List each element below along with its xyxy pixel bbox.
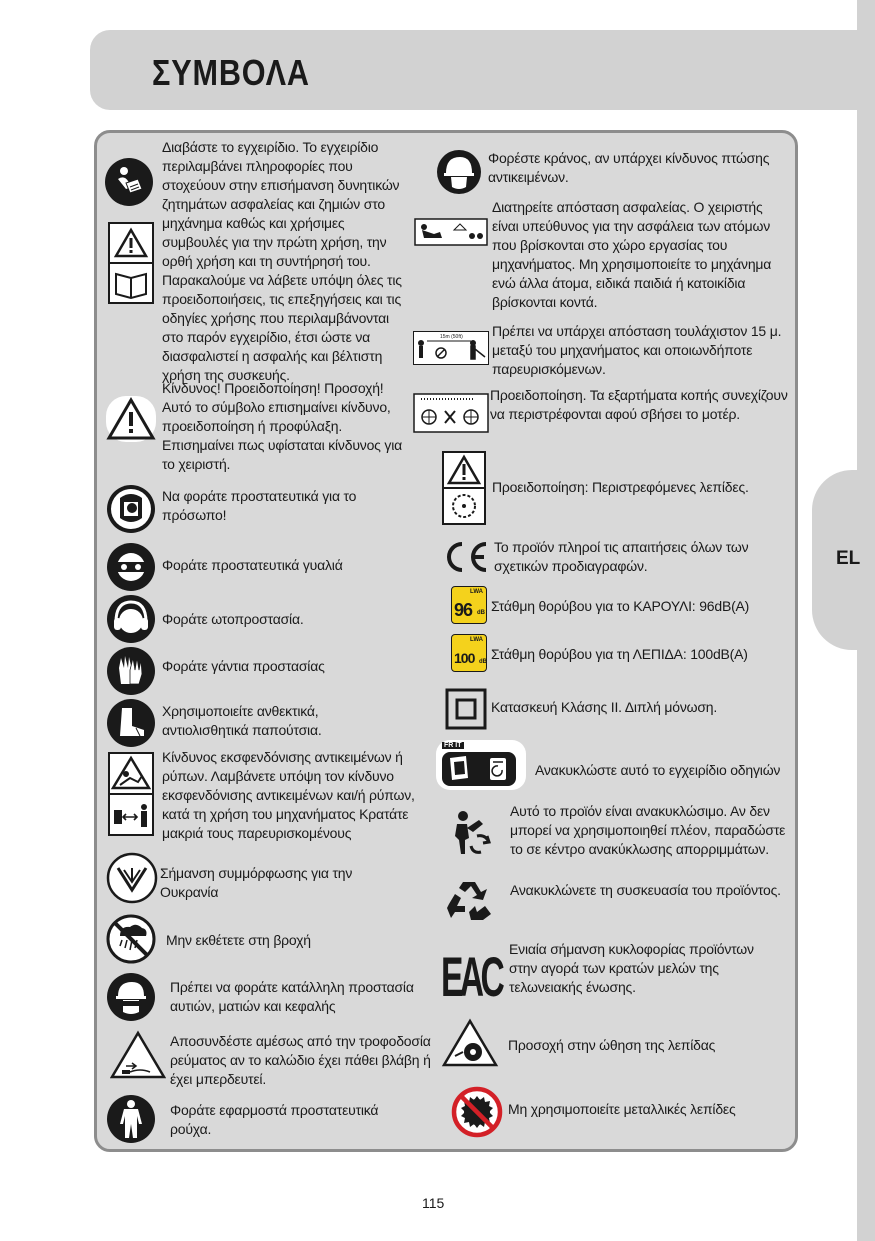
fifteen-meter-text: Πρέπει να υπάρχει απόσταση τουλάχιστον 15 μ. μεταξύ του μηχανήματος και οποιωνδήποτε παρευρισκόμενων.	[492, 323, 782, 377]
recycle-packaging-text: Ανακυκλώνετε τη συσκευασία του προϊόντος.	[510, 882, 781, 898]
goggles-text: Φοράτε προστατευτικά γυαλιά	[162, 557, 343, 573]
recycle-manual-text: Ανακυκλώστε αυτό το εγχειρίδιο οδηγιών	[535, 762, 781, 778]
no-rain-icon	[106, 914, 156, 964]
fifteen-meter-label: 15m (50ft)	[440, 334, 463, 340]
helmet-icon	[436, 149, 482, 195]
cable-text: Αποσυνδέστε αμέσως από την τροφοδοσία ρεύματος αν το καλώδιο έχει πάθει βλάβη ή έχει μπερδευτεί.	[170, 1033, 431, 1087]
no-rain-text: Μην εκθέτετε στη βροχή	[166, 932, 311, 948]
noise-reel-badge	[451, 586, 487, 624]
safety-distance-sign-icon	[414, 218, 488, 246]
recycle-packaging-icon	[443, 876, 495, 926]
class-ii-text: Κατασκευή Κλάσης ΙΙ. Διπλή μόνωση.	[491, 699, 718, 715]
safety-boots-icon	[106, 698, 156, 748]
noise-reel-lwa: LWA	[470, 589, 483, 595]
eac-text: Ενιαία σήμανση κυκλοφορίας προϊόντων στην αγορά των κρατών μελών της τελωνειακής ένωσης.	[509, 941, 754, 995]
manual-text: Διαβάστε το εγχειρίδιο. Το εγχειρίδιο περιλαμβάνει πληροφορίες που στοχεύουν στην επισήμανση δυνητικών ζητημάτων ασφαλείας και ζημιών στο μηχάνημα καθώς και χρήσιμες συμβουλές για την πρώτη χρήση, την ορθή χρήση και τη συντήρησή του. Παρακαλούμε να λάβετε υπόψη όλες τις προειδοποιήσεις, τις επεξηγήσεις και τις οδηγίες χρήσης που περιλαμβάνονται στο παρόν εγχειρίδιο, έτσι ώστε να διασφαλιστεί η ασφαλής και βέλτιστη χρήση της συσκευής.	[162, 139, 402, 383]
boots-text: Χρησιμοποιείτε ανθεκτικά, αντιολισθητικά παπούτσια.	[162, 703, 322, 738]
ce-text: Το προϊόν πληροί τις απαιτήσεις όλων των σχετικών προδιαγραφών.	[494, 539, 749, 574]
damaged-cable-warning-icon	[110, 1030, 166, 1080]
noise-blade-value: 100	[454, 650, 475, 666]
language-label: EL	[836, 548, 861, 569]
clothing-text: Φοράτε εφαρμοστά προστατευτικά ρούχα.	[170, 1102, 379, 1137]
gloves-icon	[106, 646, 156, 696]
ear-protection-icon	[106, 594, 156, 644]
face-shield-icon	[106, 484, 156, 534]
recycle-manual-badge	[436, 740, 526, 790]
noise-reel-text: Στάθμη θορύβου για το ΚΑΡΟΥΛΙ: 96dB(A)	[491, 598, 750, 614]
gloves-text: Φοράτε γάντια προστασίας	[162, 658, 325, 674]
thrown-objects-text: Κίνδυνος εκσφενδόνισης αντικειμένων ή ρύπων. Λαμβάνετε υπόψη τον κίνδυνο εκσφενδόνισης αντικειμένων και/ή ρύπων, κατά τη χρήση του μηχανήματος Κρατάτε μακριά τους παρευρισκομένους	[162, 749, 415, 841]
noise-blade-text: Στάθμη θορύβου για τη ΛΕΠΙΔΑ: 100dB(A)	[491, 646, 748, 662]
noise-reel-value: 96	[454, 600, 473, 620]
recycle-manual-country-codes: FR IT	[444, 742, 462, 749]
read-manual-icon	[104, 157, 154, 207]
ear-protection-text: Φοράτε ωτοπροστασία.	[162, 611, 304, 627]
danger-warning-icon	[106, 396, 156, 442]
recyclable-product-icon	[443, 806, 495, 858]
danger-text: Κίνδυνος! Προειδοποίηση! Προσοχή! Αυτό το σύμβολο επισημαίνει κίνδυνο, προειδοποίηση ή προφύλαξη. Επισημαίνει πως υφίσταται κίνδυνος για το χειριστή.	[162, 380, 402, 472]
safety-distance-text: Διατηρείτε απόσταση ασφαλείας. Ο χειριστής είναι υπεύθυνος για την ασφάλεια των ατόμων που βρίσκονται στο χώρο εργασίας του μηχανήματος. Μη χρησιμοποιείτε το μηχάνημα ενώ άλλα άτομα, ειδικά παιδιά ή κατοικίδια βρίσκονται κοντά.	[492, 199, 772, 310]
ukraine-conformity-mark-icon	[106, 852, 158, 904]
thrown-objects-sign-icon	[108, 752, 154, 836]
warning-manual-sign-icon	[108, 222, 154, 304]
noise-blade-lwa: LWA	[470, 637, 483, 643]
head-protection-text: Πρέπει να φοράτε κατάλληλη προστασία αυτιών, ματιών και κεφαλής	[170, 979, 414, 1014]
class-ii-double-insulation-icon	[445, 688, 487, 730]
face-protection-text: Να φοράτε προστατευτικά για το πρόσωπο!	[162, 488, 357, 523]
noise-blade-badge	[451, 634, 487, 672]
noise-blade-unit: dB	[479, 659, 487, 665]
rotating-blades-text: Προειδοποίηση: Περιστρεφόμενες λεπίδες.	[492, 479, 749, 495]
ukraine-mark-text: Σήμανση συμμόρφωσης για την Ουκρανία	[160, 865, 353, 900]
rotating-after-stop-sign-icon	[413, 393, 489, 433]
recyclable-product-text: Αυτό το προϊόν είναι ανακυκλώσιμο. Αν δεν μπορεί να χρησιμοποιηθεί πλέον, παραδώστε το σε κέντρο ανακύκλωσης απορριμμάτων.	[510, 803, 786, 857]
no-metal-blades-icon	[451, 1086, 503, 1138]
noise-reel-unit: dB	[477, 610, 485, 616]
page-title: ΣΥΜΒΟΛΑ	[152, 52, 310, 93]
ce-mark-icon	[440, 540, 492, 574]
eac-mark-icon	[441, 945, 502, 1008]
eac-mark-label: EAC	[441, 945, 502, 1008]
protective-clothing-icon	[106, 1094, 156, 1144]
head-eye-ear-protection-icon	[106, 972, 156, 1022]
rotating-after-stop-text: Προειδοποίηση. Τα εξαρτήματα κοπής συνεχίζουν να περιστρέφονται αφού σβήσει το μοτέρ.	[490, 387, 788, 422]
page-number: 115	[422, 1195, 445, 1211]
helmet-text: Φορέστε κράνος, αν υπάρχει κίνδυνος πτώσης αντικειμένων.	[488, 150, 770, 185]
safety-goggles-icon	[106, 542, 156, 592]
blade-thrust-warning-icon	[441, 1018, 499, 1068]
no-metal-blades-text: Μη χρησιμοποιείτε μεταλλικές λεπίδες	[508, 1101, 736, 1117]
blade-thrust-text: Προσοχή στην ώθηση της λεπίδας	[508, 1037, 716, 1053]
fifteen-meter-sign-icon	[413, 331, 489, 365]
rotating-blades-sign-icon	[442, 451, 486, 525]
